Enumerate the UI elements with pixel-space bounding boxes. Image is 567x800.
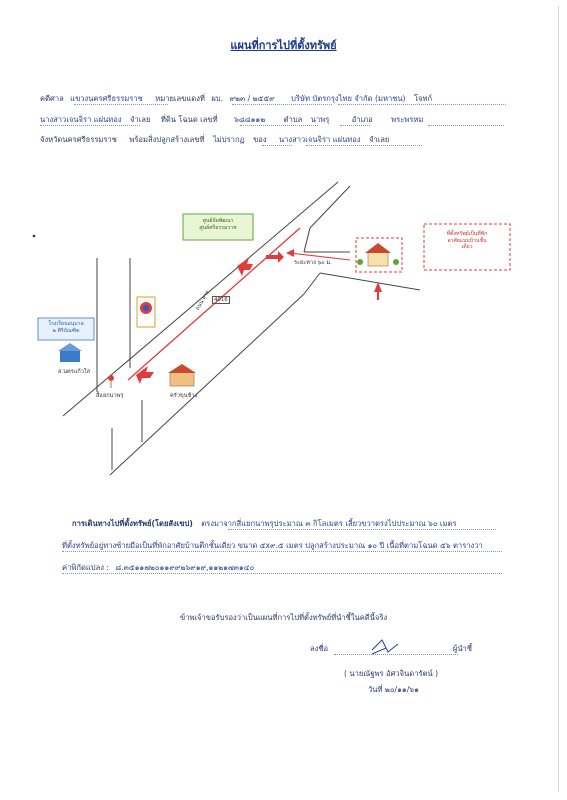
- case-prefix: ผบ.: [211, 94, 224, 103]
- hall-label: ส.นครแก้วใส: [58, 369, 91, 375]
- deed-number: ๖๘๘๑๑๒: [234, 115, 266, 124]
- coord-label: ค่าพิกัดแปลง :: [62, 563, 109, 572]
- certify-text: ข้าพเจ้าขอรับรองว่าเป็นแผนที่การไปที่ตั้งทรัพย์ที่นำชี้ในคดีนี้จริง: [180, 613, 388, 622]
- district-name: พระพรหม: [391, 115, 424, 124]
- province-name: จังหวัดนครศรีธรรมราช: [40, 135, 117, 144]
- land-label: ที่ดิน โฉนด เลขที่: [160, 115, 218, 124]
- coord-value: ๘.๓๕๑๑๗๒๐๑๑๙๙๒๖๙๑๙,๑๑๒๑๗๓๑๔๐: [115, 563, 255, 572]
- district-label: อำเภอ: [351, 115, 373, 124]
- sign-date: วันที่ ๒๐/๑๑/๖๑: [368, 685, 419, 694]
- property-info-line-1: ที่ตั้งทรัพย์เป็นที่พัก: [446, 231, 488, 237]
- route-text-2: ที่ตั้งทรัพย์อยู่ทางซ้ายมือเป็นที่พักอาศัยบ้านตึกชั้นเดียว ขนาด ๕x๙.๕ เมตร ปลูกสร้างประมาณ ๑๐ ปี เนื้อที่ตามโฉนด ๕๖ ตารางวา: [62, 541, 483, 550]
- property-info-line-3: เดียว: [461, 244, 473, 250]
- plaintiff-name: บริษัท บัตรกรุงไทย จำกัด (มหาชน): [291, 94, 406, 103]
- signature-scribble: [372, 640, 398, 654]
- owner-label: ของ: [253, 135, 267, 144]
- defendant-role: จำเลย: [130, 115, 151, 124]
- school-box-line-2: ๒ ศิริบัณฑิต: [52, 327, 80, 334]
- court-name: แขวงนครศรีธรรมราช: [70, 94, 143, 103]
- subdistrict-label: ตำบล: [283, 115, 303, 124]
- road-distance-label: ระยะทาง ๖๐ ม.: [294, 260, 332, 266]
- shop-label: ครัวขุนช้าง: [170, 393, 198, 399]
- owner-name: นางสาวเจนจิรา แผ่นทอง: [278, 135, 361, 144]
- market-box-line-2: ศูนย์ศรีธรรมราช: [199, 224, 237, 231]
- building-label: พร้อมสิ่งปลูกสร้างเลขที่: [129, 135, 205, 144]
- market-box-line-1: ศูนย์จัดพัฒนา: [202, 218, 234, 224]
- sign-label: ลงชื่อ: [310, 644, 329, 653]
- court-label: คดีศาล: [40, 94, 64, 103]
- case-number: ๙๒๓ / ๒๕๕๙: [229, 94, 275, 103]
- page-title: แผนที่การไปที่ตั้งทรัพย์: [230, 39, 337, 52]
- route-label: การเดินทางไปที่ตั้งทรัพย์(โดยสังเขป): [72, 519, 193, 528]
- building-number: ไม่ปรากฏ: [212, 135, 245, 144]
- property-info-line-2: อาศัยแบบบ้านชั้น: [447, 237, 487, 244]
- defendant-name: นางสาวเจนจิรา แผ่นทอง: [40, 115, 122, 124]
- signer-role: ผู้นำชี้: [452, 644, 472, 653]
- road-name-label: ถนน สาย: [194, 289, 211, 312]
- road-code-badge: 4016: [214, 297, 228, 303]
- subdistrict-name: นาพรุ: [310, 115, 330, 124]
- signer-name: ( นายณัฐพร อัศวจินดารัตน์ ): [344, 669, 439, 678]
- junction-label: สี่แยกนาพรุ: [96, 393, 124, 399]
- school-box-line-1: โรงเรียนอนุบาล: [48, 321, 84, 327]
- route-text-1: ตรงมาจากสี่แยกนาพรุประมาณ ๓ กิโลเมตร เลี้ยวขวาตรงไปประมาณ ๖๐ เมตร: [201, 519, 457, 528]
- case-label: หมายเลขแดงที่: [155, 94, 205, 103]
- owner-role: จำเลย: [368, 135, 390, 144]
- plaintiff-role: โจทก์: [413, 94, 433, 103]
